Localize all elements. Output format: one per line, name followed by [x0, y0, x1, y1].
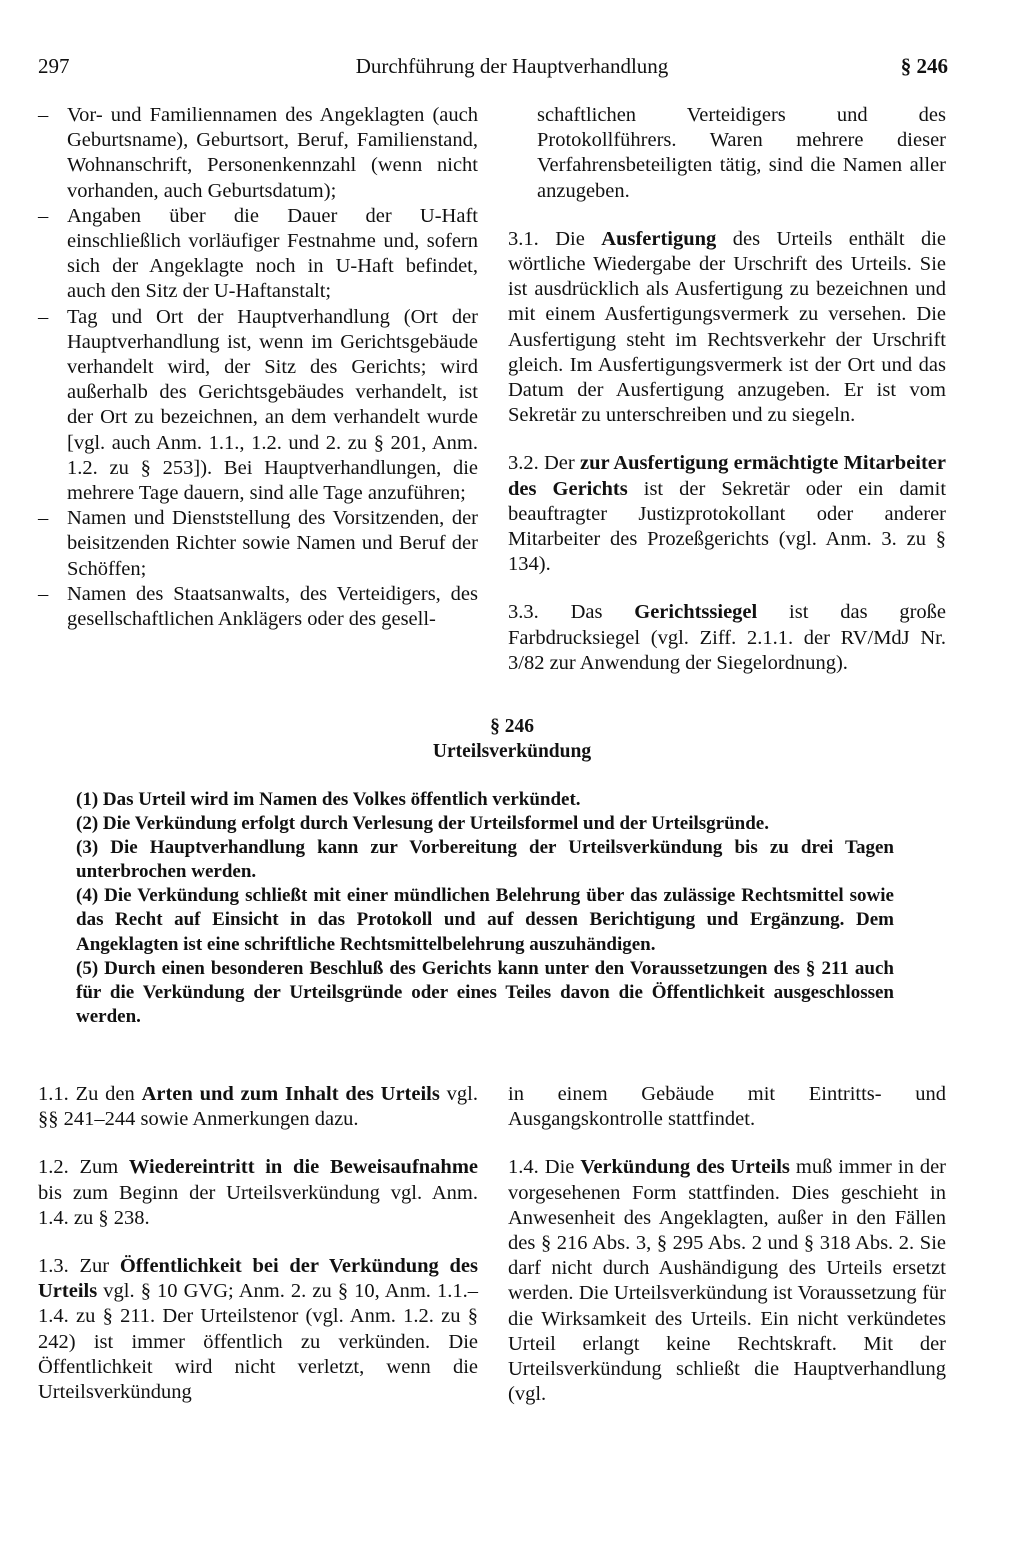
annotation-number: 3.3.	[508, 601, 539, 624]
annotation-keyword: zur Ausfertigung ermächtigte Mitarbeiter des Gerichts	[508, 452, 947, 500]
section-paragraph-number: § 246	[490, 716, 534, 737]
annotation-number: 1.4.	[508, 1156, 539, 1179]
annotation-3-2	[508, 451, 946, 577]
annotation-text: ist das große Farbdrucksiegel (vgl. Ziff. 2.1.1. der RV/MdJ Nr. 3/82 zur Anwendung der Siegelordnung).	[508, 601, 947, 674]
list-item	[38, 204, 478, 305]
dash-bullet: –	[38, 507, 49, 530]
section-title: Urteilsverkündung	[432, 741, 592, 762]
lower-left-column	[38, 1082, 478, 1405]
annotation-text: Zu den	[75, 1083, 135, 1105]
list-item	[38, 582, 478, 632]
annotation-number: 3.1.	[508, 227, 539, 250]
annotation-text: bis zum Beginn der Urteilsverkündung vgl. Anm. 1.4. zu § 238.	[38, 1181, 478, 1229]
annotation-3-3	[508, 600, 946, 676]
list-item	[38, 506, 478, 582]
annotation-3-1	[508, 227, 946, 429]
continuation-paragraph: in einem Gebäude mit Eintritts- und Ausgangskontrolle stattfindet.	[508, 1083, 946, 1131]
annotation-1-1	[38, 1082, 478, 1132]
section-marker: § 246	[900, 54, 948, 78]
annotation-text: Die	[544, 1156, 575, 1179]
list-item-text: Vor- und Familiennamen des Angeklagten (auch Geburtsname), Geburtsort, Beruf, Familienstand, Wohnanschrift, Personenkennzahl (wenn nicht vorhanden, auch Geburtsdatum);	[67, 104, 478, 202]
annotation-number: 1.2.	[38, 1156, 69, 1179]
statute-clause: (1) Das Urteil wird im Namen des Volkes öffentlich verkündet.	[76, 789, 581, 810]
annotation-keyword: Wiedereintritt in die Beweisaufnahme	[128, 1156, 479, 1179]
list-item-text: Namen und Dienststellung des Vorsitzenden, der beisitzenden Richter sowie Namen und Beruf der Schöffen;	[67, 507, 478, 580]
upper-right-column	[508, 103, 946, 676]
statute-clause: (2) Die Verkündung erfolgt durch Verlesung der Urteilsformel und der Urteilsgründe.	[76, 813, 769, 835]
upper-left-column	[38, 103, 478, 632]
annotation-number: 3.2.	[508, 452, 539, 475]
list-item-text: Namen des Staatsanwalts, des Verteidigers, des gesellschaftlichen Anklägers oder des gesell-	[67, 582, 478, 631]
annotation-text: muß immer in der vorgesehenen Form stattfinden. Dies geschieht in Anwesenheit des Angeklagten, außer in den Fällen des § 216 Abs. 3, § 295 Abs. 2 und § 318 Abs. 2. Sie darf nicht durch Aushändigung des Urteils ersetzt werden. Die Urteilsverkündung ist Voraussetzung für die Wirksamkeit des Urteils. Ein nicht verkündetes Urteil erlangt keine Rechtskraft. Mit der Urteilsverkündung schließt die Hauptverhandlung (vgl.	[508, 1156, 947, 1406]
annotation-text: Der	[544, 452, 575, 475]
page-number: 297	[38, 54, 70, 78]
annotation-1-2	[38, 1155, 478, 1231]
list-item-text: Angaben über die Dauer der U-Haft einschließlich vorläufiger Festnahme und, sofern sich der Angeklagte noch in U-Haft befindet, auch den Sitz der U-Haftanstalt;	[67, 204, 478, 303]
annotation-keyword: Arten und zum Inhalt des Urteils	[141, 1083, 440, 1105]
annotation-1-4	[508, 1155, 946, 1407]
dash-bullet: –	[38, 305, 49, 328]
annotation-text: ist der Sekretär oder ein damit beauftragter Justizprotokollant oder anderer Mitarbeiter des Prozeßgerichts (vgl. Anm. 3. zu § 134).	[508, 477, 947, 576]
statute-clause: (3) Die Hauptverhandlung kann zur Vorbereitung der Urteilsverkündung bis zu drei Tagen unterbrochen werden.	[76, 837, 894, 883]
continuation-paragraph: schaftlichen Verteidigers und des Protokollführers. Waren mehrere dieser Verfahrensbeteiligten tätig, sind die Namen aller anzugeben.	[537, 104, 946, 202]
dash-bullet: –	[38, 204, 49, 227]
annotation-1-3	[38, 1254, 478, 1405]
lower-right-column	[508, 1082, 946, 1407]
annotation-text: Zum	[79, 1156, 119, 1179]
annotation-text: Zur	[79, 1255, 110, 1278]
annotation-number: 1.3.	[38, 1255, 69, 1278]
dash-bullet: –	[38, 582, 49, 605]
annotation-text: Die	[555, 227, 585, 250]
annotation-text: vgl. §§ 241–244 sowie Anmerkungen dazu.	[38, 1083, 478, 1131]
annotation-keyword: Gerichtssiegel	[634, 601, 758, 624]
annotation-text: Das	[570, 601, 603, 624]
list-item	[38, 103, 478, 204]
statute-text	[76, 788, 894, 1029]
statute-clause: (4) Die Verkündung schließt mit einer mündlichen Belehrung über das zulässige Rechtsmittel sowie das Recht auf Einsicht in das Protokoll und auf dessen Berichtigung und Ergänzung. Dem Angeklagten ist eine schriftliche Rechtsmittelbelehrung auszuhändigen.	[76, 885, 894, 955]
dash-bullet: –	[38, 104, 49, 126]
running-title: Durchführung der Hauptverhandlung	[355, 54, 669, 78]
annotation-text: des Urteils enthält die wörtliche Wiedergabe der Urschrift des Urteils. Sie ist ausdrücklich als Ausfertigung zu bezeichnen und mit einem Ausfertigungsvermerk zu versehen. Die Ausfertigung steht im Rechtsverkehr der Urschrift gleich. Im Ausfertigungsvermerk ist der Ort und das Datum der Ausfertigung anzugeben. Er ist vom Sekretär zu unterschreiben und zu siegeln.	[508, 227, 947, 427]
statute-clause: (5) Durch einen besonderen Beschluß des Gerichts kann unter den Voraussetzungen des § 211 auch für die Verkündung der Urteilsgründe oder eines Teiles davon die Öffentlichkeit ausgeschlossen werden.	[76, 957, 894, 1027]
list-item	[38, 305, 478, 507]
annotation-keyword: Ausfertigung	[601, 227, 717, 250]
annotation-number: 1.1.	[38, 1083, 69, 1105]
annotation-keyword: Verkündung des Urteils	[580, 1156, 790, 1179]
annotation-text: vgl. § 10 GVG; Anm. 2. zu § 10, Anm. 1.1.–1.4. zu § 211. Der Urteilstenor (vgl. Anm. 1.2. zu § 242) ist immer öffentlich zu verkünden. Die Öffentlichkeit wird nicht verletzt, wenn die Urteilsverkündung	[38, 1280, 478, 1404]
list-item-text: Tag und Ort der Hauptverhandlung (Ort der Hauptverhandlung ist, wenn im Gerichtsgebäude verhandelt wird, der Sitz des Gerichts; wird außerhalb des Gerichtsgebäudes verhandelt, ist der Ort zu bezeichnen, an dem verhandelt wurde [vgl. auch Anm. 1.1., 1.2. und 2. zu § 201, Anm. 1.2. zu § 253]). Bei Hauptverhandlungen, die mehrere Tage dauern, sind alle Tage anzuführen;	[67, 305, 478, 505]
annotation-keyword: Öffentlichkeit bei der Verkündung des Urteils	[38, 1255, 478, 1303]
